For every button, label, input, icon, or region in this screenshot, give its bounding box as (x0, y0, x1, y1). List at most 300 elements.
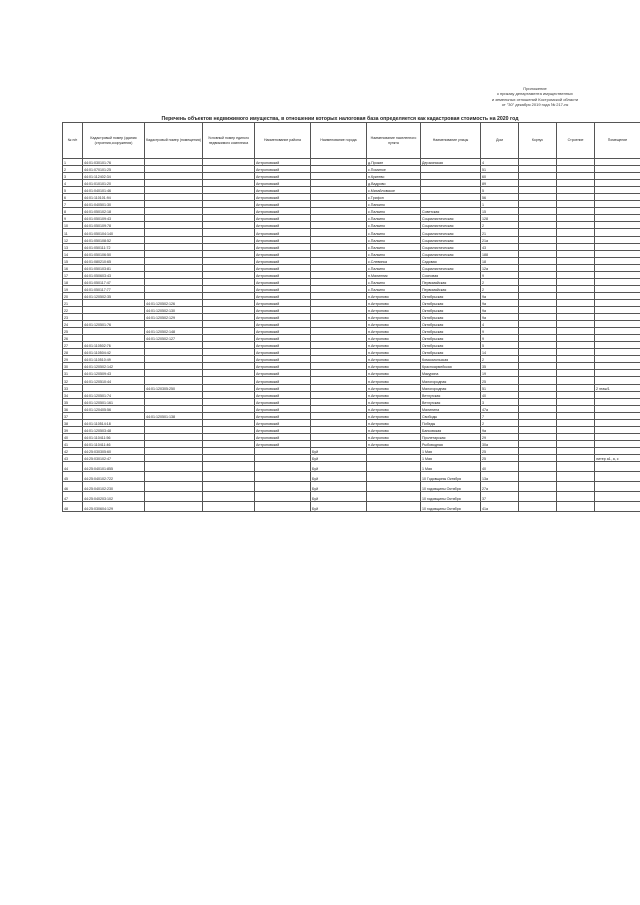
table-cell: Антроповский (255, 271, 311, 278)
table-cell: Октябрьская (421, 306, 481, 313)
table-cell (311, 342, 367, 349)
table-cell (519, 492, 557, 502)
table-cell (145, 278, 203, 285)
table-cell (519, 321, 557, 328)
table-cell (203, 180, 255, 187)
table-cell (203, 462, 255, 472)
table-cell (557, 250, 595, 257)
table-row (63, 482, 640, 492)
table-cell: 30а (481, 440, 519, 447)
table-cell (519, 271, 557, 278)
document-title: Перечень объектов недвижимого имущества, в отношении которых налоговая база определяется как кадастровая стоимость на 2020 год (161, 116, 519, 122)
table-cell: Антроповский (255, 285, 311, 292)
table-cell: с.Палкино (367, 250, 421, 257)
table-cell: с.Палкино (367, 285, 421, 292)
table-cell: Антроповский (255, 292, 311, 299)
table-cell (557, 412, 595, 419)
table-cell (311, 250, 367, 257)
table-cell (557, 271, 595, 278)
table-cell: 44:25:040203:102 (83, 492, 145, 502)
table-cell: п.Антропово (367, 433, 421, 440)
table-cell (595, 412, 640, 419)
table-cell: 40 (63, 433, 83, 440)
table-cell: 10 годовщины Октября (421, 502, 481, 512)
table-cell (145, 472, 203, 482)
table-cell: п.Антропово (367, 440, 421, 447)
table-cell: 44:25:030305:60 (83, 447, 145, 454)
table-cell (255, 447, 311, 454)
table-cell (203, 187, 255, 194)
table-cell: 44:01:110101:94 (83, 194, 145, 201)
table-cell (311, 194, 367, 201)
table-cell (145, 201, 203, 208)
table-cell: Антроповский (255, 391, 311, 398)
table-cell (311, 243, 367, 250)
table-cell: Дерзкинская (421, 159, 481, 166)
table-cell: 25 (481, 447, 519, 454)
table-cell (557, 187, 595, 194)
table-cell (519, 349, 557, 356)
table-cell (595, 180, 640, 187)
table-cell (557, 222, 595, 229)
table-cell: Октябрьская (421, 349, 481, 356)
table-cell (595, 370, 640, 377)
appendix-line: от "30" декабря 2019 года № 217-нк (501, 102, 569, 108)
table-cell (421, 201, 481, 208)
table-cell (519, 243, 557, 250)
table-cell (557, 194, 595, 201)
table-cell: 41 (63, 440, 83, 447)
table-cell: 44:01:120502:126 (145, 299, 203, 306)
table-cell (595, 201, 640, 208)
table-cell (145, 356, 203, 363)
table-cell: Антроповский (255, 419, 311, 426)
table-cell (311, 335, 367, 342)
table-cell (203, 264, 255, 271)
table-cell (557, 492, 595, 502)
column-header: Корпус (519, 123, 557, 159)
table-row (63, 454, 640, 461)
table-cell (311, 159, 367, 166)
table-row (63, 342, 640, 349)
table-body (63, 159, 640, 512)
table-cell: с.Палкино (367, 229, 421, 236)
table-cell (595, 264, 640, 271)
appendix-line: к приказу департамента имущественных (497, 91, 573, 97)
table-cell (145, 398, 203, 405)
table-cell: п.Антропово (367, 349, 421, 356)
table-cell (595, 349, 640, 356)
table-cell (203, 236, 255, 243)
table-cell: 3 (63, 173, 83, 180)
table-cell (595, 482, 640, 492)
table-cell: 44 (63, 462, 83, 472)
table-cell (311, 440, 367, 447)
table-cell: 44:01:120501:74 (83, 391, 145, 398)
table-cell: Антроповский (255, 356, 311, 363)
table-row (63, 222, 640, 229)
table-cell: 36 (63, 405, 83, 412)
table-cell (557, 482, 595, 492)
table-cell: 31 (63, 370, 83, 377)
table-cell: п.Малинник (367, 271, 421, 278)
table-cell (519, 201, 557, 208)
header-row (63, 123, 640, 159)
table-cell (557, 349, 595, 356)
table-cell (367, 482, 421, 492)
table-cell: Антроповский (255, 278, 311, 285)
table-cell (83, 335, 145, 342)
table-cell (519, 363, 557, 370)
table-cell (255, 482, 311, 492)
table-row (63, 384, 640, 391)
table-row (63, 321, 640, 328)
table-cell: Пролетарская (421, 433, 481, 440)
table-cell (595, 391, 640, 398)
table-cell: с.Палкино (367, 236, 421, 243)
table-cell (83, 384, 145, 391)
table-cell: 44:01:050109:78 (83, 222, 145, 229)
table-cell (557, 398, 595, 405)
column-header: Условный номер единого недвижимого комплекса (203, 123, 255, 159)
table-cell (519, 377, 557, 384)
table-row (63, 285, 640, 292)
table-cell: Антроповский (255, 328, 311, 335)
table-row (63, 391, 640, 398)
table-cell (595, 433, 640, 440)
table-cell (519, 502, 557, 512)
table-cell (557, 377, 595, 384)
table-cell (557, 257, 595, 264)
table-cell: Октябрьская (421, 342, 481, 349)
table-cell: 33 (63, 384, 83, 391)
column-header: Наименование района (255, 123, 311, 159)
table-cell: Ветлугская (421, 391, 481, 398)
table-cell (557, 472, 595, 482)
table-cell: п.Антропово (367, 398, 421, 405)
table-cell (203, 342, 255, 349)
table-cell (145, 363, 203, 370)
table-cell: Антроповский (255, 180, 311, 187)
table-cell: 34 (63, 391, 83, 398)
table-cell (557, 264, 595, 271)
table-cell (145, 482, 203, 492)
table-cell (595, 462, 640, 472)
table-cell (557, 180, 595, 187)
table-cell: Социалистическая (421, 264, 481, 271)
table-cell (421, 166, 481, 173)
table-cell: Антроповский (255, 250, 311, 257)
table-cell (203, 328, 255, 335)
table-cell (311, 370, 367, 377)
table-row (63, 412, 640, 419)
table-cell (145, 243, 203, 250)
table-cell: д.Прокин (367, 159, 421, 166)
table-cell (519, 447, 557, 454)
table-cell: 10 годовщины Октября (421, 482, 481, 492)
table-cell (145, 433, 203, 440)
table-cell: 10 Годовщины Октября (421, 472, 481, 482)
table-cell: Красноармейская (421, 363, 481, 370)
table-cell: с.Палкино (367, 215, 421, 222)
table-cell (595, 243, 640, 250)
table-cell (145, 257, 203, 264)
table-cell (203, 492, 255, 502)
table-cell: Социалистическая (421, 222, 481, 229)
table-cell (557, 356, 595, 363)
table-cell (519, 278, 557, 285)
table-cell (367, 447, 421, 454)
table-cell: 41а (481, 502, 519, 512)
table-cell: 12а (481, 264, 519, 271)
table-cell: с.Панкино (367, 201, 421, 208)
table-cell (557, 454, 595, 461)
table-cell: 4 (481, 159, 519, 166)
table-cell (145, 264, 203, 271)
table-cell: 2 (481, 356, 519, 363)
table-cell (311, 215, 367, 222)
table-cell (145, 377, 203, 384)
table-cell (367, 472, 421, 482)
table-cell (311, 384, 367, 391)
table-cell (145, 236, 203, 243)
table-cell: 44:01:110510:49 (83, 356, 145, 363)
table-row (63, 299, 640, 306)
table-cell (311, 208, 367, 215)
table-cell: п.Антропово (367, 384, 421, 391)
table-cell: Антроповский (255, 377, 311, 384)
table-cell (595, 419, 640, 426)
table-cell: 37 (481, 492, 519, 502)
table-row (63, 433, 640, 440)
column-header: Строение (557, 123, 595, 159)
table-cell: 44:01:030101:76 (83, 159, 145, 166)
table-cell: 9а (481, 314, 519, 321)
table-cell (145, 159, 203, 166)
table-cell (83, 299, 145, 306)
table-cell: Антроповский (255, 236, 311, 243)
table-cell (595, 363, 640, 370)
appendix-line: Приложение (523, 86, 547, 91)
table-cell: Свободы (421, 412, 481, 419)
table-cell: п.Антропово (367, 292, 421, 299)
table-row (63, 257, 640, 264)
table-cell (595, 215, 640, 222)
table-cell: Социалистическая (421, 243, 481, 250)
table-cell (519, 391, 557, 398)
table-row (63, 180, 640, 187)
table-cell (311, 222, 367, 229)
table-cell (203, 159, 255, 166)
table-cell: с.Палкино (367, 243, 421, 250)
table-cell (311, 292, 367, 299)
table-cell (519, 462, 557, 472)
table-row (63, 236, 640, 243)
table-cell (311, 257, 367, 264)
table-cell (145, 426, 203, 433)
table-cell: 9 (481, 328, 519, 335)
table-cell: Антроповский (255, 194, 311, 201)
table-cell: 9 (481, 335, 519, 342)
table-cell (557, 229, 595, 236)
table-cell: п.Антропово (367, 314, 421, 321)
table-cell (519, 356, 557, 363)
table-cell (519, 173, 557, 180)
table-cell: 44:01:120510:44 (83, 377, 145, 384)
table-cell (145, 405, 203, 412)
table-cell (557, 384, 595, 391)
table-cell: 25 (481, 377, 519, 384)
table-cell: 2 (481, 285, 519, 292)
table-cell: 40 (481, 391, 519, 398)
table-cell: 38 (63, 419, 83, 426)
table-cell: 44:01:120305:250 (145, 384, 203, 391)
column-header: Наименование города (311, 123, 367, 159)
table-cell (595, 173, 640, 180)
table-cell (145, 250, 203, 257)
table-cell: Антроповский (255, 306, 311, 313)
table-cell (519, 426, 557, 433)
table-cell: 19 (481, 370, 519, 377)
table-cell (255, 492, 311, 502)
table-cell (595, 271, 640, 278)
table-cell (203, 173, 255, 180)
table-cell (519, 236, 557, 243)
table-row (63, 173, 640, 180)
table-cell (595, 314, 640, 321)
table-cell (557, 433, 595, 440)
table-cell: 27 (63, 342, 83, 349)
table-cell: Антроповский (255, 342, 311, 349)
table-cell (311, 391, 367, 398)
table-cell (203, 229, 255, 236)
table-row (63, 314, 640, 321)
table-row (63, 502, 640, 512)
table-cell: Буй (311, 454, 367, 461)
table-cell (557, 236, 595, 243)
table-cell (367, 502, 421, 512)
table-cell: 21а (481, 236, 519, 243)
column-header: Наименование населенного пункта (367, 123, 421, 159)
table-cell (145, 342, 203, 349)
table-cell: 7 (481, 412, 519, 419)
table-cell (557, 342, 595, 349)
table-cell: Антроповский (255, 405, 311, 412)
column-header: Дом (481, 123, 519, 159)
table-cell (519, 335, 557, 342)
table-cell: с.Поминое (367, 166, 421, 173)
table-cell (145, 222, 203, 229)
table-cell: Октябрьская (421, 292, 481, 299)
table-cell: 42 (63, 447, 83, 454)
table-cell (311, 236, 367, 243)
table-cell (557, 502, 595, 512)
table-cell: 44:01:110411:46 (83, 440, 145, 447)
table-cell: Социалистическая (421, 229, 481, 236)
table-cell: Буй (311, 447, 367, 454)
table-cell (595, 426, 640, 433)
table-cell (311, 299, 367, 306)
table-cell (311, 278, 367, 285)
table-cell (557, 243, 595, 250)
table-cell: Октябрьская (421, 328, 481, 335)
table-cell: Первомайская (421, 285, 481, 292)
table-cell: 9 (481, 271, 519, 278)
table-cell: 16 (63, 264, 83, 271)
table-cell (311, 229, 367, 236)
table-cell: п.Антропово (367, 405, 421, 412)
table-row (63, 159, 640, 166)
table-cell (519, 222, 557, 229)
table-cell (311, 264, 367, 271)
table-cell (557, 447, 595, 454)
table-cell: п.Антропово (367, 356, 421, 363)
table-cell (145, 271, 203, 278)
table-cell (255, 502, 311, 512)
table-cell (311, 363, 367, 370)
table-cell: с.Палкино (367, 264, 421, 271)
table-cell: 25 (63, 328, 83, 335)
table-row (63, 250, 640, 257)
table-cell (519, 412, 557, 419)
table-cell (145, 462, 203, 472)
appendix-line: и земельных отношений Костромской области (491, 96, 579, 102)
table-row (63, 201, 640, 208)
column-header: Наименование улицы (421, 123, 481, 159)
table-row (63, 349, 640, 356)
table-cell (311, 405, 367, 412)
table-cell (145, 215, 203, 222)
table-cell: 14 (481, 349, 519, 356)
table-cell (203, 278, 255, 285)
table-cell (367, 492, 421, 502)
table-cell: 19 (63, 285, 83, 292)
table-cell (203, 292, 255, 299)
table-cell: п.Антропово (367, 321, 421, 328)
table-cell: 10 годовщины Октября (421, 492, 481, 502)
table-cell (595, 342, 640, 349)
table-cell (557, 278, 595, 285)
table-cell (557, 299, 595, 306)
table-cell (203, 271, 255, 278)
table-cell: 44:01:120501:76 (83, 321, 145, 328)
table-cell (145, 180, 203, 187)
table-cell: п.Антропово (367, 342, 421, 349)
table-cell: Банковская (421, 426, 481, 433)
table-cell: 44:01:110514:18 (83, 419, 145, 426)
table-cell: 44:01:120503:48 (83, 426, 145, 433)
table-cell: 15 (481, 208, 519, 215)
table-cell: 44:01:050117:77 (83, 285, 145, 292)
table-cell: 10 (63, 222, 83, 229)
table-cell (311, 426, 367, 433)
table-cell: Антроповский (255, 314, 311, 321)
table-cell: с.Палкино (367, 208, 421, 215)
table-row (63, 229, 640, 236)
table-cell (519, 257, 557, 264)
table-cell: 17 (63, 271, 83, 278)
table-cell: 5 (481, 187, 519, 194)
table-cell: Социалистическая (421, 250, 481, 257)
table-cell (557, 335, 595, 342)
table-cell (519, 250, 557, 257)
table-cell (519, 405, 557, 412)
table-cell: 44:01:120502:148 (145, 328, 203, 335)
table-cell (557, 462, 595, 472)
table-cell: Антроповский (255, 257, 311, 264)
table-cell (145, 440, 203, 447)
table-cell (519, 419, 557, 426)
